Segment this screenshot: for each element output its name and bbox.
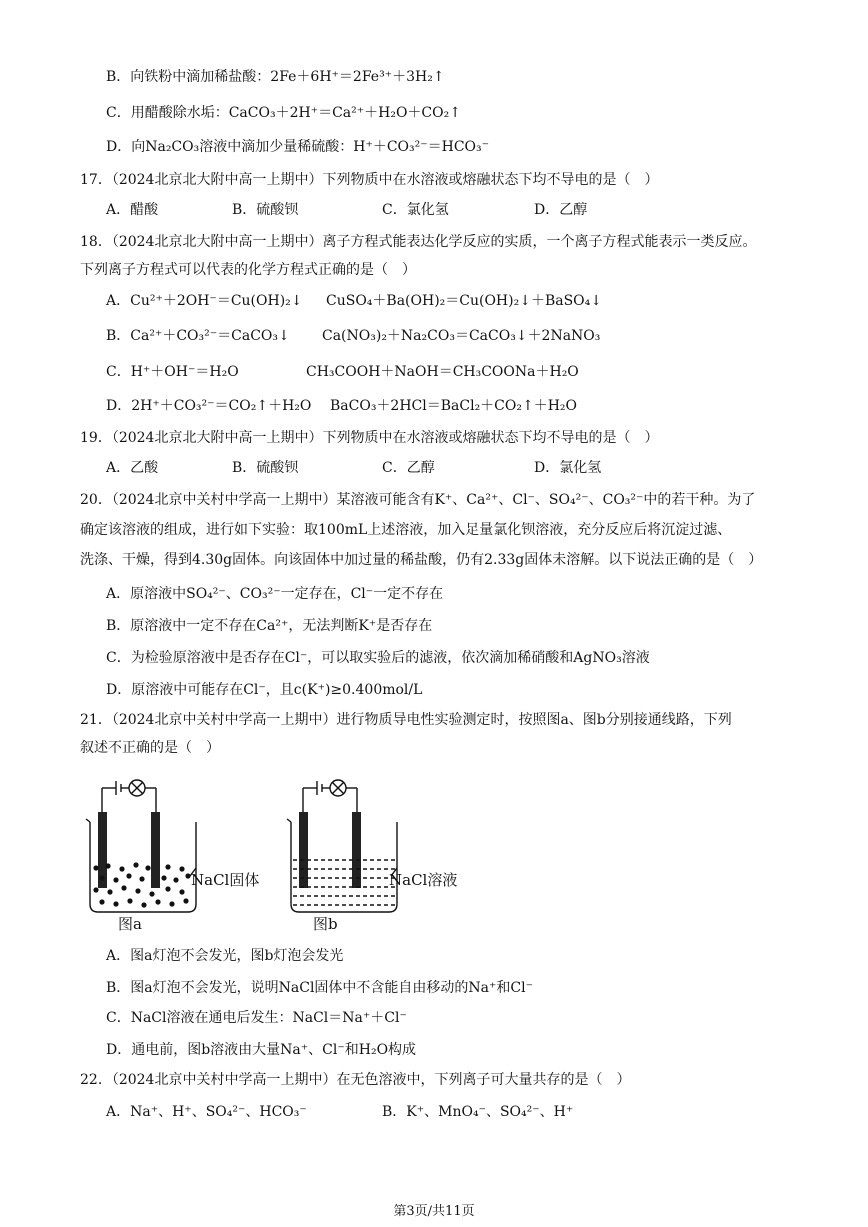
q17-option-d: D．乙醇: [534, 202, 588, 218]
q18-option-c-ionic: C．H⁺＋OH⁻＝H₂O: [106, 364, 239, 380]
q16-option-c: C．用醋酸除水垢：CaCO₃＋2H⁺＝Ca²⁺＋H₂O＋CO₂↑: [106, 105, 461, 121]
figure-a-caption: 图a: [118, 915, 142, 933]
q22-option-b: B．K⁺、MnO₄⁻、SO₄²⁻、H⁺: [382, 1104, 574, 1120]
q20-option-c: C．为检验原溶液中是否存在Cl⁻，可以取实验后的滤液，依次滴加稀硝酸和AgNO₃溶液: [106, 650, 650, 666]
q18-option-a-ionic: A．Cu²⁺＋2OH⁻＝Cu(OH)₂↓: [106, 293, 303, 309]
q18-option-b-equation: Ca(NO₃)₂＋Na₂CO₃＝CaCO₃↓＋2NaNO₃: [322, 328, 601, 344]
figure-b-caption: 图b: [313, 915, 338, 933]
q21-option-d: D．通电前，图b溶液由大量Na⁺、Cl⁻和H₂O构成: [106, 1042, 417, 1058]
q20-stem-line3: 洗涤、干燥，得到4.30g固体。向该固体中加过量的稀盐酸，仍有2.33g固体未溶解。以下说法正确的是（ ）: [80, 552, 763, 568]
q18-option-d-ionic: D．2H⁺＋CO₃²⁻＝CO₂↑＋H₂O: [106, 398, 312, 414]
q20-stem-line2: 确定该溶液的组成，进行如下实验：取100mL上述溶液，加入足量氯化钡溶液，充分反应后将沉淀过滤、: [80, 522, 732, 538]
q19-stem: 19．（2024北京北大附中高一上期中）下列物质中在水溶液或熔融状态下均不导电的是（ ）: [80, 430, 659, 446]
figure-b-beaker-nacl-solution: [283, 768, 473, 940]
q20-stem-line1: 20．（2024北京中关村中学高一上期中）某溶液可能含有K⁺、Ca²⁺、Cl⁻、SO₄²⁻、CO₃²⁻中的若干种。为了: [80, 492, 756, 508]
q22-option-a: A．Na⁺、H⁺、SO₄²⁻、HCO₃⁻: [106, 1104, 307, 1120]
q21-option-b: B．图a灯泡不会发光，说明NaCl固体中不含能自由移动的Na⁺和Cl⁻: [106, 980, 533, 996]
q19-option-d: D．氯化氢: [534, 460, 602, 476]
q17-stem: 17．（2024北京北大附中高一上期中）下列物质中在水溶液或熔融状态下均不导电的是（ ）: [80, 172, 659, 188]
figure-b-label: NaCl溶液: [389, 871, 458, 889]
q18-option-b-ionic: B．Ca²⁺＋CO₃²⁻＝CaCO₃↓: [106, 328, 290, 344]
q21-stem-line2: 叙述不正确的是（ ）: [80, 740, 220, 756]
q17-option-c: C．氯化氢: [382, 202, 449, 218]
q16-option-d: D．向Na₂CO₃溶液中滴加少量稀硫酸：H⁺＋CO₃²⁻＝HCO₃⁻: [106, 139, 490, 155]
q17-option-b: B．硫酸钡: [232, 202, 299, 218]
q22-stem: 22．（2024北京中关村中学高一上期中）在无色溶液中，下列离子可大量共存的是（ ）: [80, 1072, 631, 1088]
q20-option-b: B．原溶液中一定不存在Ca²⁺，无法判断K⁺是否存在: [106, 618, 433, 634]
q19-option-a: A．乙酸: [106, 460, 159, 476]
figure-a-label: NaCl固体: [191, 871, 260, 889]
q21-stem-line1: 21．（2024北京中关村中学高一上期中）进行物质导电性实验测定时，按照图a、图b分别接通线路，下列: [80, 712, 732, 728]
page-number-footer: 第3页/共11页: [393, 1204, 475, 1219]
q19-option-c: C．乙醇: [382, 460, 435, 476]
figure-a-beaker-nacl-solid: [82, 768, 272, 940]
q21-option-a: A．图a灯泡不会发光，图b灯泡会发光: [106, 948, 344, 964]
q18-stem-line2: 下列离子方程式可以代表的化学方程式正确的是（ ）: [80, 262, 416, 278]
q16-option-b: B．向铁粉中滴加稀盐酸：2Fe＋6H⁺＝2Fe³⁺＋3H₂↑: [106, 69, 445, 85]
q21-option-c: C．NaCl溶液在通电后发生：NaCl＝Na⁺＋Cl⁻: [106, 1010, 407, 1026]
q18-option-a-equation: CuSO₄＋Ba(OH)₂＝Cu(OH)₂↓＋BaSO₄↓: [326, 293, 602, 309]
q19-option-b: B．硫酸钡: [232, 460, 299, 476]
q18-option-c-equation: CH₃COOH＋NaOH＝CH₃COONa＋H₂O: [306, 364, 579, 380]
q18-option-d-equation: BaCO₃＋2HCl＝BaCl₂＋CO₂↑＋H₂O: [330, 398, 578, 414]
q18-stem-line1: 18．（2024北京北大附中高一上期中）离子方程式能表达化学反应的实质，一个离子方程式能表示一类反应。: [80, 234, 757, 250]
q17-option-a: A．醋酸: [106, 202, 159, 218]
q20-option-d: D．原溶液中可能存在Cl⁻，且c(K⁺)≥0.400mol/L: [106, 682, 423, 698]
q20-option-a: A．原溶液中SO₄²⁻、CO₃²⁻一定存在，Cl⁻一定不存在: [106, 586, 444, 602]
